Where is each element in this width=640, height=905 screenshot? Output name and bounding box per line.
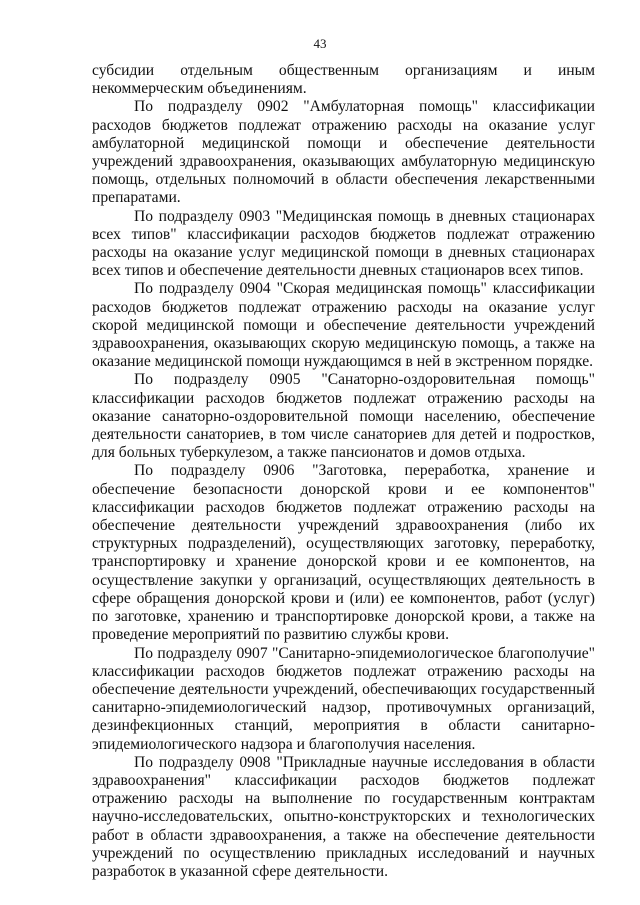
document-body [92, 62, 595, 881]
paragraph-0902-ambulatory-care: По подразделу 0902 "Амбулаторная помощь" классификации расходов бюджетов подлежат отражению расходы на оказание услуг амбулаторной медицинской помощи и обеспечение деятельности учреждений здравоохранения, оказывающих амбулаторную медицинскую помощь, отдельных полномочий в области обеспечения лекарственными препаратами. [92, 98, 595, 207]
paragraph-0906-donor-blood: По подразделу 0906 "Заготовка, переработка, хранение и обеспечение безопасности донорской крови и ее компонентов" классификации расходов бюджетов подлежат отражению расходы на обеспечение деятельности учреждений здравоохранения (либо их структурных подразделений), осуществляющих заготовку, переработку, транспортировку и хранение донорской крови и ее компонентов, на осуществление закупки у организаций, осуществляющих деятельность в сфере обращения донорской крови и (или) ее компонентов, работ (услуг) по заготовке, хранению и транспортировке донорской крови, а также на проведение мероприятий по развитию службы крови. [92, 462, 595, 644]
page-number: 43 [313, 36, 327, 51]
paragraph-0908-applied-research: По подразделу 0908 "Прикладные научные исследования в области здравоохранения" классификации расходов бюджетов подлежат отражению расходы на выполнение по государственным контрактам научно-исследовательских, опытно-конструкторских и технологических работ в области здравоохранения, а также на обеспечение деятельности учреждений по осуществлению прикладных исследований и научных разработок в указанной сфере деятельности. [92, 753, 595, 880]
paragraph-0907-sanitary-epidemiological: По подразделу 0907 "Санитарно-эпидемиологическое благополучие" классификации расходов бюджетов подлежат отражению расходы на обеспечение деятельности учреждений, обеспечивающих государственный санитарно-эпидемиологический надзор, противочумных организаций, дезинфекционных станций, мероприятия в области санитарно-эпидемиологического надзора и благополучия населения. [92, 644, 595, 753]
paragraph-0903-day-hospitals: По подразделу 0903 "Медицинская помощь в дневных стационарах всех типов" классификации расходов бюджетов подлежат отражению расходы на оказание услуг медицинской помощи в дневных стационарах всех типов и обеспечение деятельности дневных стационаров всех типов. [92, 207, 595, 280]
paragraph-0905-sanatorium-care: По подразделу 0905 "Санаторно-оздоровительная помощь" классификации расходов бюджетов подлежат отражению расходы на оказание санаторно-оздоровительной помощи населению, обеспечение деятельности санаториев, в том числе санаториев для детей и подростков, для больных туберкулезом, а также пансионатов и домов отдыха. [92, 371, 595, 462]
paragraph-1: субсидии отдельным общественным организациям и иным некоммерческим объединениям. [92, 62, 595, 98]
paragraph-0904-emergency-care: По подразделу 0904 "Скорая медицинская помощь" классификации расходов бюджетов подлежат отражению расходы на оказание услуг скорой медицинской помощи и обеспечение деятельности учреждений здравоохранения, оказывающих скорую медицинскую помощь, а также на оказание медицинской помощи нуждающимся в ней в экстренном порядке. [92, 280, 595, 371]
